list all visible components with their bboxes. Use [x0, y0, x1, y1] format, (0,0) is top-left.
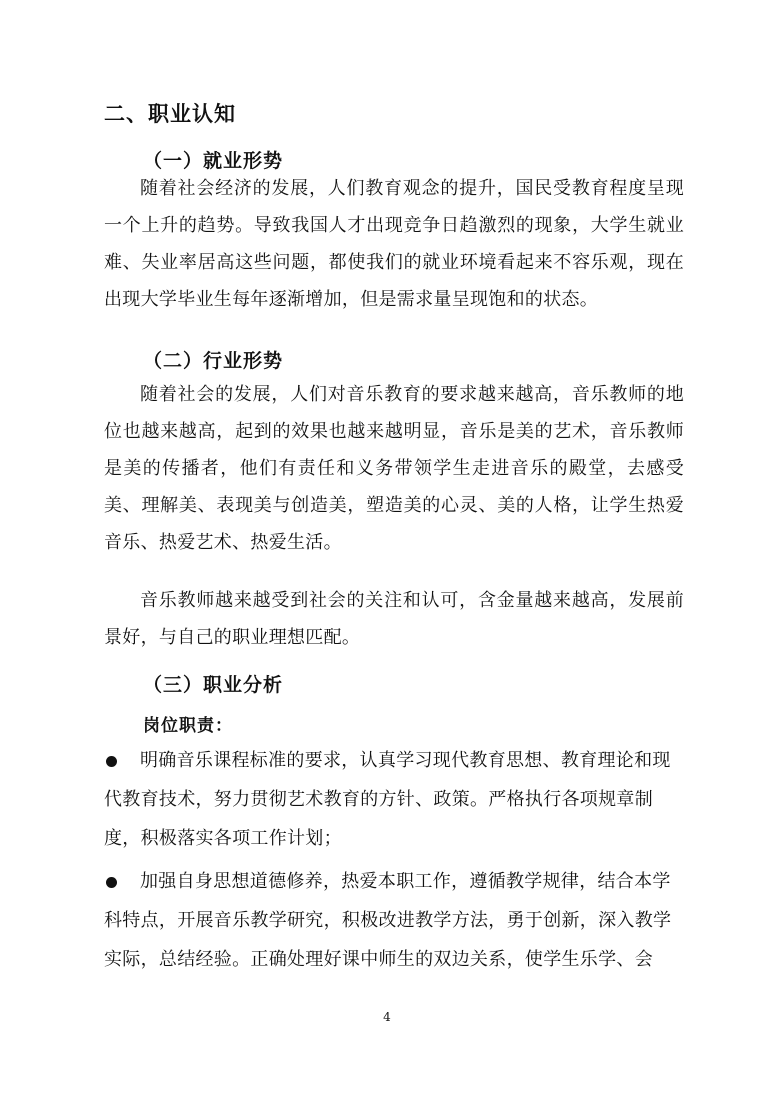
- subheading-industry-situation: （二）行业形势: [143, 350, 284, 372]
- list-item: 明确音乐课程标准的要求，认真学习现代教育思想、教育理论和现代教育技术，努力贯彻艺术教育的方针、政策。严格执行各项规章制度，积极落实各项工作计划；: [104, 750, 671, 849]
- paragraph-employment-situation: 随着社会经济的发展，人们教育观念的提升，国民受教育程度呈现一个上升的趋势。导致我国人才出现竞争日趋激烈的现象，大学生就业难、失业率居高这些问题，都使我们的就业环境看起来不容乐观，现在出现大学毕业生每年逐渐增加，但是需求量呈现饱和的状态。: [104, 178, 684, 310]
- paragraph-industry-situation-2: 音乐教师越来越受到社会的关注和认可，含金量越来越高，发展前景好，与自己的职业理想匹配。: [104, 590, 684, 648]
- duties-label: 岗位职责：: [143, 716, 233, 736]
- list-item: 加强自身思想道德修养，热爱本职工作，遵循教学规律，结合本学科特点，开展音乐教学研究，积极改进教学方法，勇于创新，深入教学实际，总结经验。正确处理好课中师生的双边关系，使学生乐学、会: [104, 871, 672, 970]
- subheading-career-analysis: （三）职业分析: [143, 674, 284, 696]
- page-number: 4: [383, 1010, 391, 1024]
- section-title: 二、职业认知: [104, 102, 236, 126]
- paragraph-industry-situation-1: 随着社会的发展，人们对音乐教育的要求越来越高，音乐教师的地位也越来越高，起到的效果也越来越明显，音乐是美的艺术，音乐教师是美的传播者，他们有责任和义务带领学生走进音乐的殿堂，去感受美、理解美、表现美与创造美，塑造美的心灵、美的人格，让学生热爱音乐、热爱艺术、热爱生活。: [104, 384, 684, 553]
- subheading-employment-situation: （一）就业形势: [143, 150, 284, 172]
